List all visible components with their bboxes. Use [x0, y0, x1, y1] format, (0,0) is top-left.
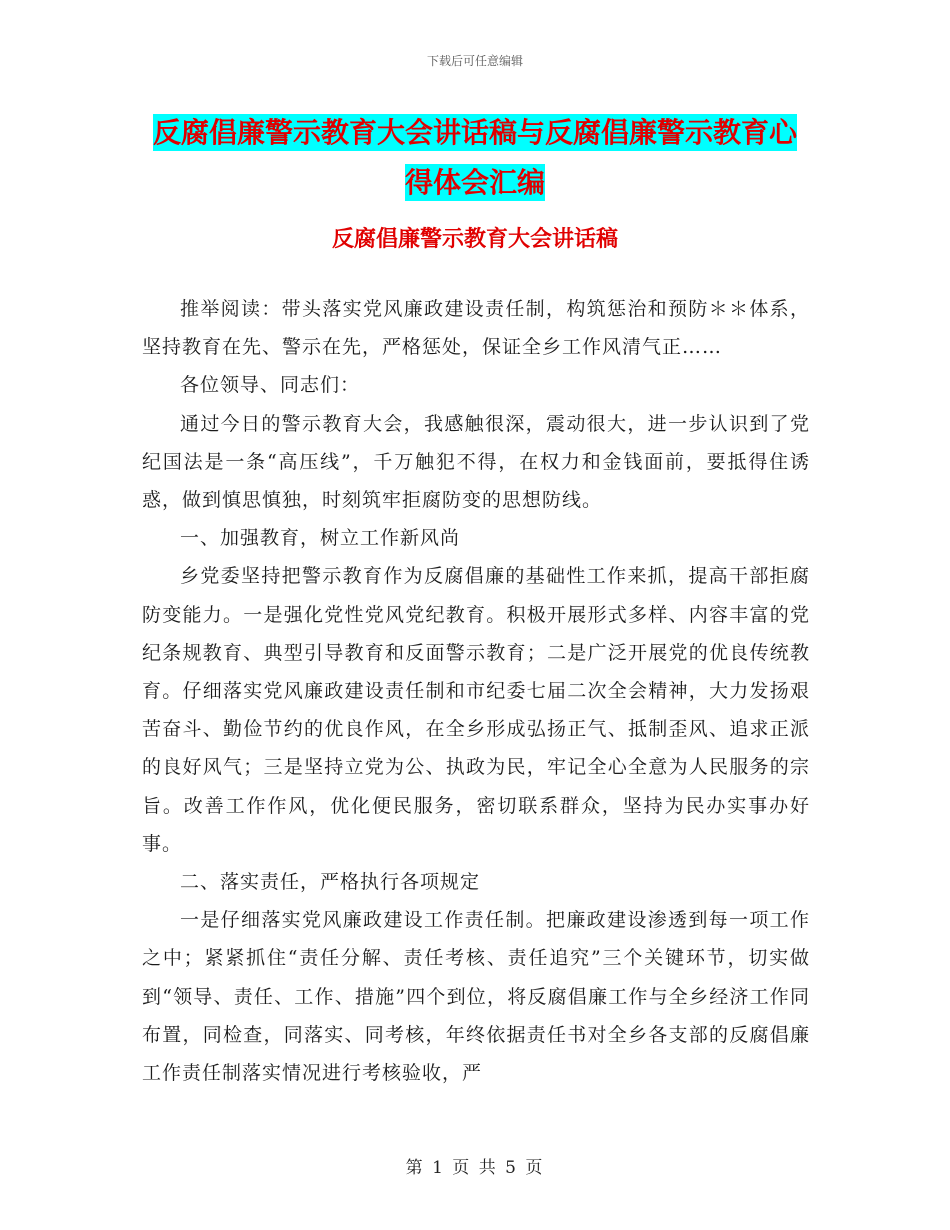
document-body — [142, 290, 810, 1092]
page-header-note: 下载后可任意编辑 — [426, 54, 523, 68]
paragraph-recommended-reading: 推举阅读：带头落实党风廉政建设责任制，构筑惩治和预防＊＊体系，坚持教育在先、警示在先，严格惩处，保证全乡工作风清气正…… — [142, 298, 810, 359]
section-title: 反腐倡廉警示教育大会讲话稿 — [331, 227, 618, 252]
paragraph-section-2: 一是仔细落实党风廉政建设工作责任制。把廉政建设渗透到每一项工作之中；紧紧抓住“责任分解、责任考核、责任追究”三个关键环节，切实做到“领导、责任、工作、措施”四个到位，将反腐倡廉工作与全乡经济工作同布置，同检查，同落实、同考核，年终依据责任书对全乡各支部的反腐倡廉工作责任制落实情况进行考核验收，严 — [142, 909, 810, 1085]
document-title — [0, 108, 950, 208]
title-line-1: 反腐倡廉警示教育大会讲话稿与反腐倡廉警示教育心 — [152, 116, 797, 149]
page-number-footer: 第 1 页 共 5 页 — [405, 1158, 545, 1178]
heading-section-1: 一、加强教育，树立工作新风尚 — [180, 527, 461, 550]
paragraph-section-1: 乡党委坚持把警示教育作为反腐倡廉的基础性工作来抓，提高干部拒腐防变能力。一是强化党性党风党纪教育。积极开展形式多样、内容丰富的党纪条规教育、典型引导教育和反面警示教育；二是广泛开展党的优良传统教育。仔细落实党风廉政建设责任制和市纪委七届二次全会精神，大力发扬艰苦奋斗、勤俭节约的优良作风，在全乡形成弘扬正气、抵制歪风、追求正派的良好风气；三是坚持立党为公、执政为民，牢记全心全意为人民服务的宗旨。改善工作作风，优化便民服务，密切联系群众，坚持为民办实事办好事。 — [142, 565, 810, 855]
heading-section-2: 二、落实责任，严格执行各项规定 — [180, 871, 481, 894]
paragraph-salutation: 各位领导、同志们： — [180, 374, 361, 397]
paragraph-intro: 通过今日的警示教育大会，我感触很深，震动很大，进一步认识到了党纪国法是一条“高压线”，千万触犯不得，在权力和金钱面前，要抵得住诱惑，做到慎思慎独，时刻筑牢拒腐防变的思想防线。 — [142, 412, 810, 512]
title-line-2: 得体会汇编 — [404, 166, 545, 199]
